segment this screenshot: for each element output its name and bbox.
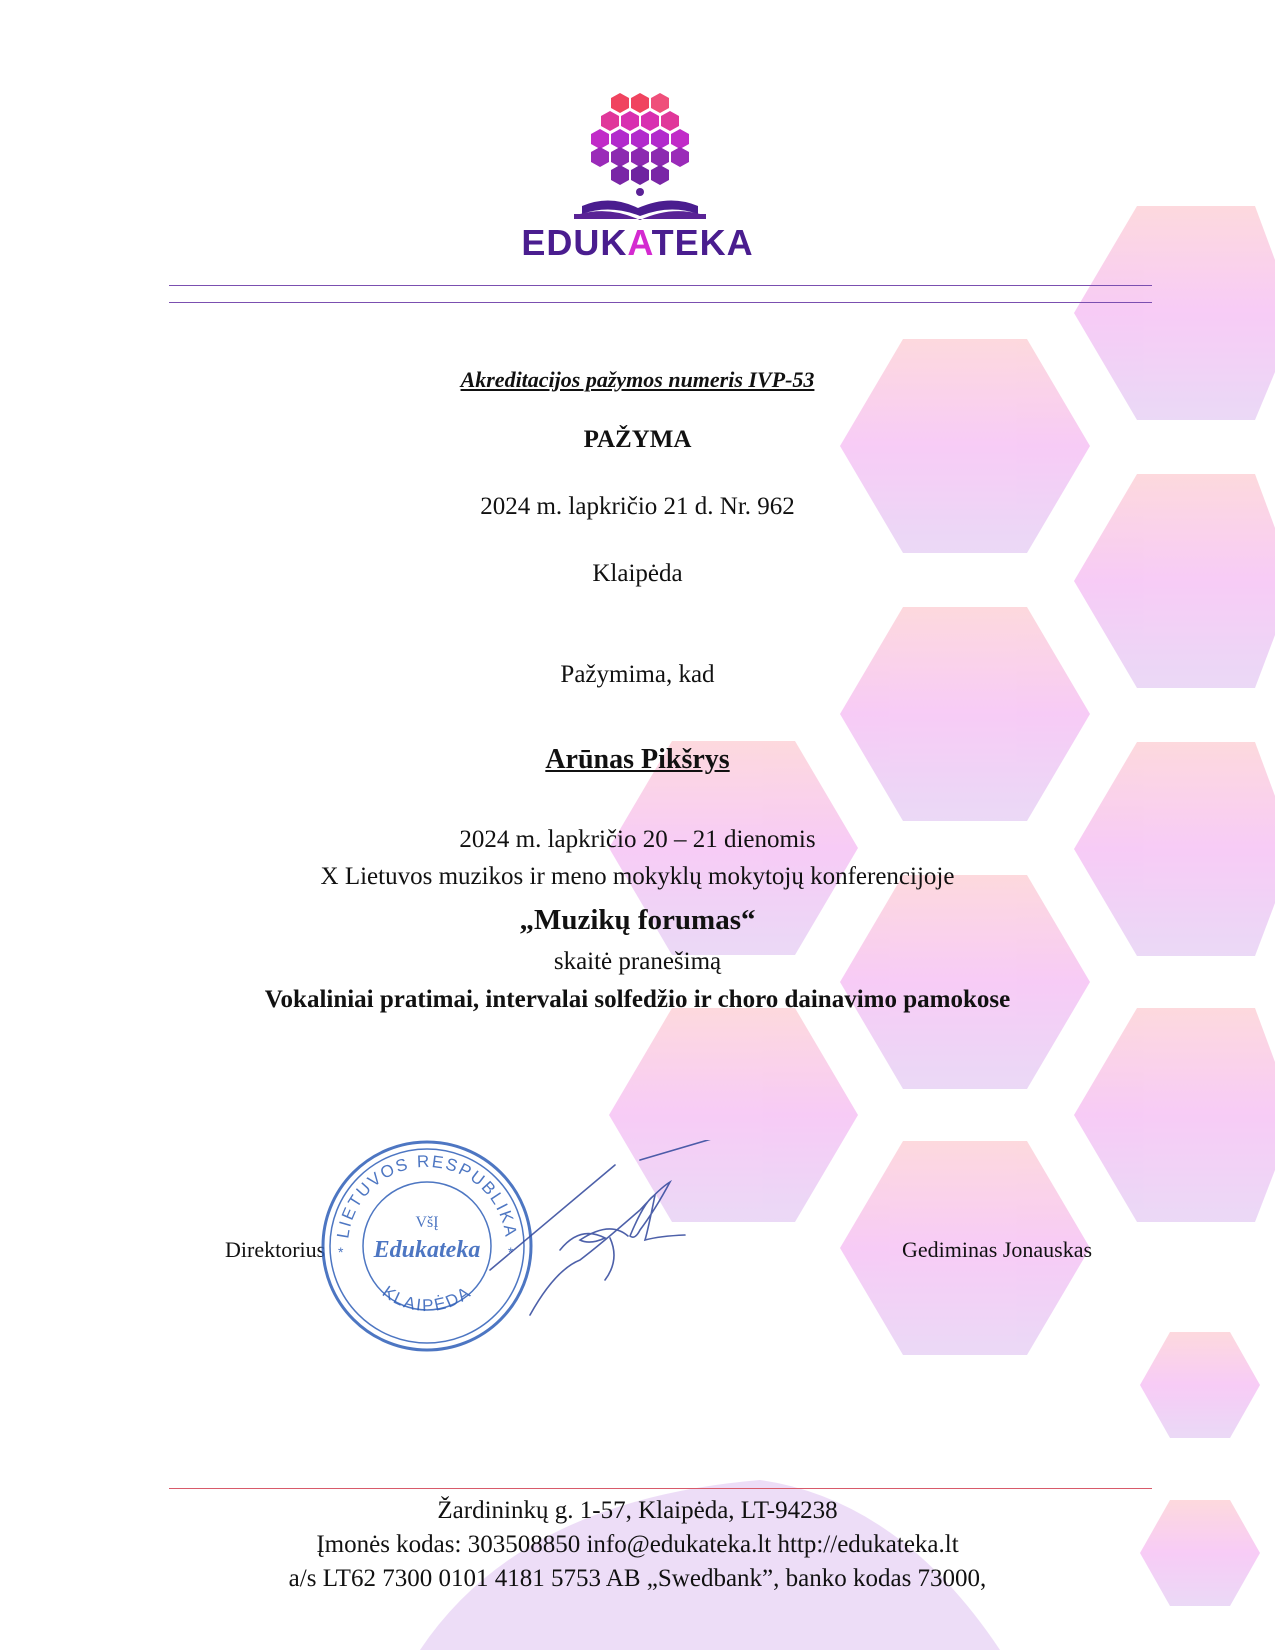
document-city: Klaipėda bbox=[592, 560, 683, 587]
event-dates: 2024 m. lapkričio 20 – 21 dienomis bbox=[459, 826, 816, 853]
header-divider bbox=[169, 285, 1152, 286]
stamp-text-top: LIETUVOS RESPUBLIKA bbox=[333, 1151, 521, 1240]
footer-address: Žardininkų g. 1-57, Klaipėda, LT-94238 bbox=[437, 1497, 838, 1524]
handwritten-signature bbox=[470, 1140, 730, 1320]
brand-name-part: EDUK bbox=[521, 222, 628, 263]
forum-name: „Muzikų forumas“ bbox=[519, 904, 756, 936]
brand-name-part: TEKA bbox=[651, 222, 754, 263]
signer-role: Direktorius bbox=[225, 1237, 326, 1262]
action-text: skaitė pranešimą bbox=[553, 948, 722, 975]
svg-text:*: * bbox=[508, 1244, 514, 1260]
presentation-title: Vokaliniai pratimai, intervalai solfedžio ir choro dainavimo pamokose bbox=[264, 986, 1011, 1013]
brand-name-accent: A bbox=[627, 222, 652, 263]
footer-company-info: Įmonės kodas: 303508850 info@edukateka.lt http://edukateka.lt bbox=[316, 1531, 959, 1558]
document-title: PAŽYMA bbox=[583, 426, 692, 453]
header-divider bbox=[169, 302, 1152, 303]
event-name: X Lietuvos muzikos ir meno mokyklų mokytojų konferencijoje bbox=[320, 863, 955, 890]
footer-divider bbox=[169, 1488, 1152, 1489]
svg-text:*: * bbox=[338, 1244, 344, 1260]
stamp-text-mid: Edukateka bbox=[373, 1237, 481, 1263]
document-date-number: 2024 m. lapkričio 21 d. Nr. 962 bbox=[480, 493, 795, 520]
certify-text: Pažymima, kad bbox=[560, 661, 715, 688]
brand-wordmark bbox=[0, 222, 1275, 264]
recipient-name: Arūnas Pikšrys bbox=[545, 744, 730, 775]
signer-name: Gediminas Jonauskas bbox=[902, 1237, 1093, 1262]
stamp-text-small: VšĮ bbox=[415, 1214, 439, 1231]
svg-text:KLAIPĖDA bbox=[379, 1282, 475, 1315]
accreditation-number: Akreditacijos pažymos numeris IVP-53 bbox=[460, 367, 815, 392]
stamp-text-bottom: KLAIPĖDA bbox=[378, 1282, 476, 1316]
footer-bank-info: a/s LT62 7300 0101 4181 5753 AB „Swedbank”, banko kodas 73000, bbox=[288, 1565, 987, 1592]
